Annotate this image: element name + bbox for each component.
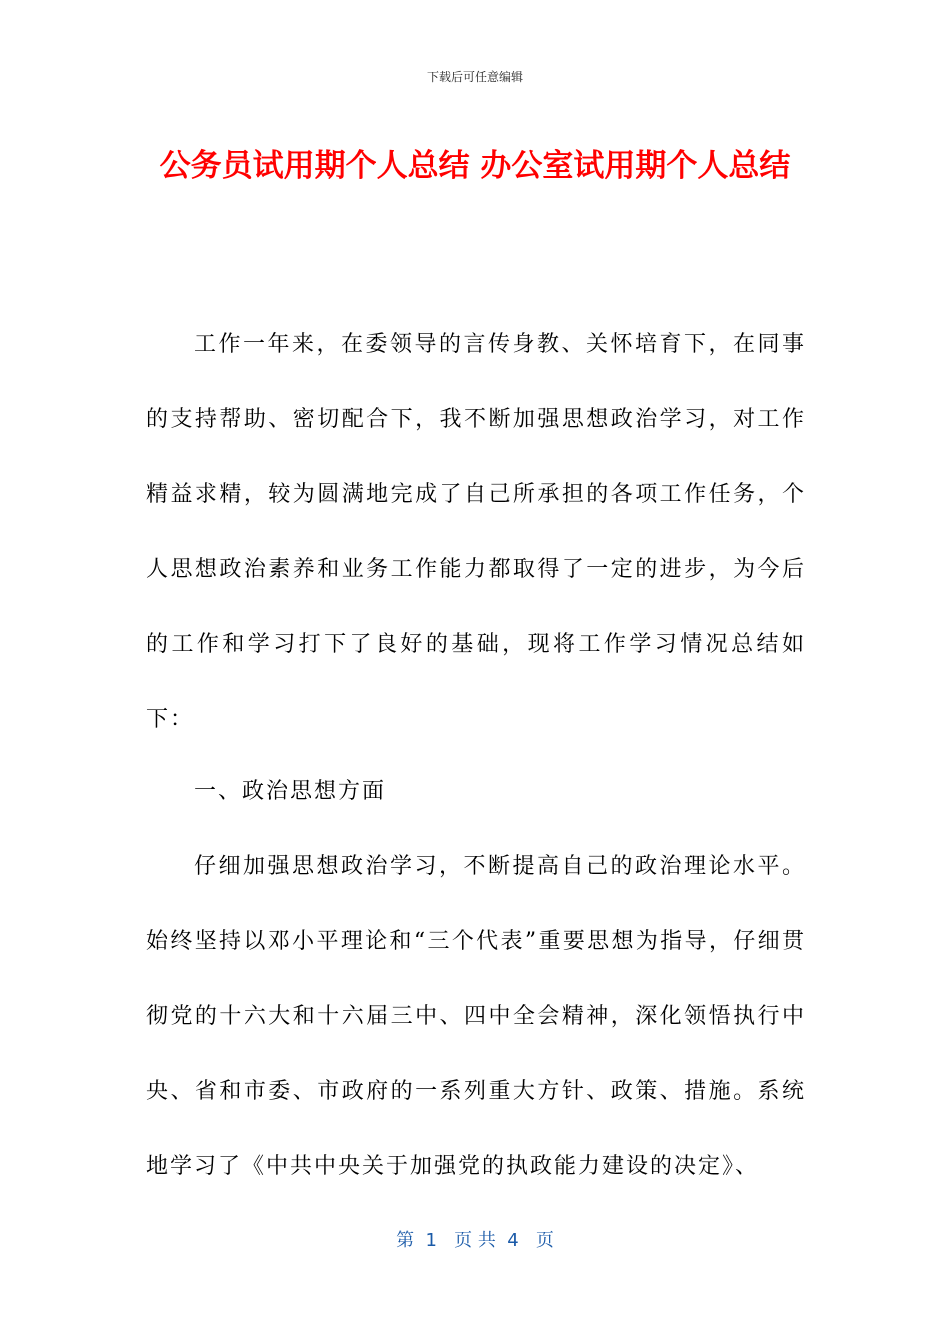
section-heading-politics: 一、政治思想方面	[194, 779, 387, 804]
document-title: 公务员试用期个人总结 办公室试用期个人总结	[159, 148, 791, 184]
header-note: 下载后可任意编辑	[426, 70, 523, 84]
page-number-footer: 第 1 页 共 4 页	[396, 1230, 554, 1251]
section-body-politics: 仔细加强思想政治学习，不断提高自己的政治理论水平。始终坚持以邓小平理论和“三个代表”重要思想为指导，仔细贯彻党的十六大和十六届三中、四中全会精神，深化领悟执行中央、省和市委、市政府的一系列重大方针、政策、措施。系统地学习了《中共中央关于加强党的执政能力建设的决定》、	[146, 854, 806, 1179]
intro-paragraph: 工作一年来，在委领导的言传身教、关怀培育下，在同事的支持帮助、密切配合下，我不断加强思想政治学习，对工作精益求精，较为圆满地完成了自己所承担的各项工作任务，个人思想政治素养和业务工作能力都取得了一定的进步，为今后的工作和学习打下了良好的基础，现将工作学习情况总结如下：	[146, 332, 806, 732]
